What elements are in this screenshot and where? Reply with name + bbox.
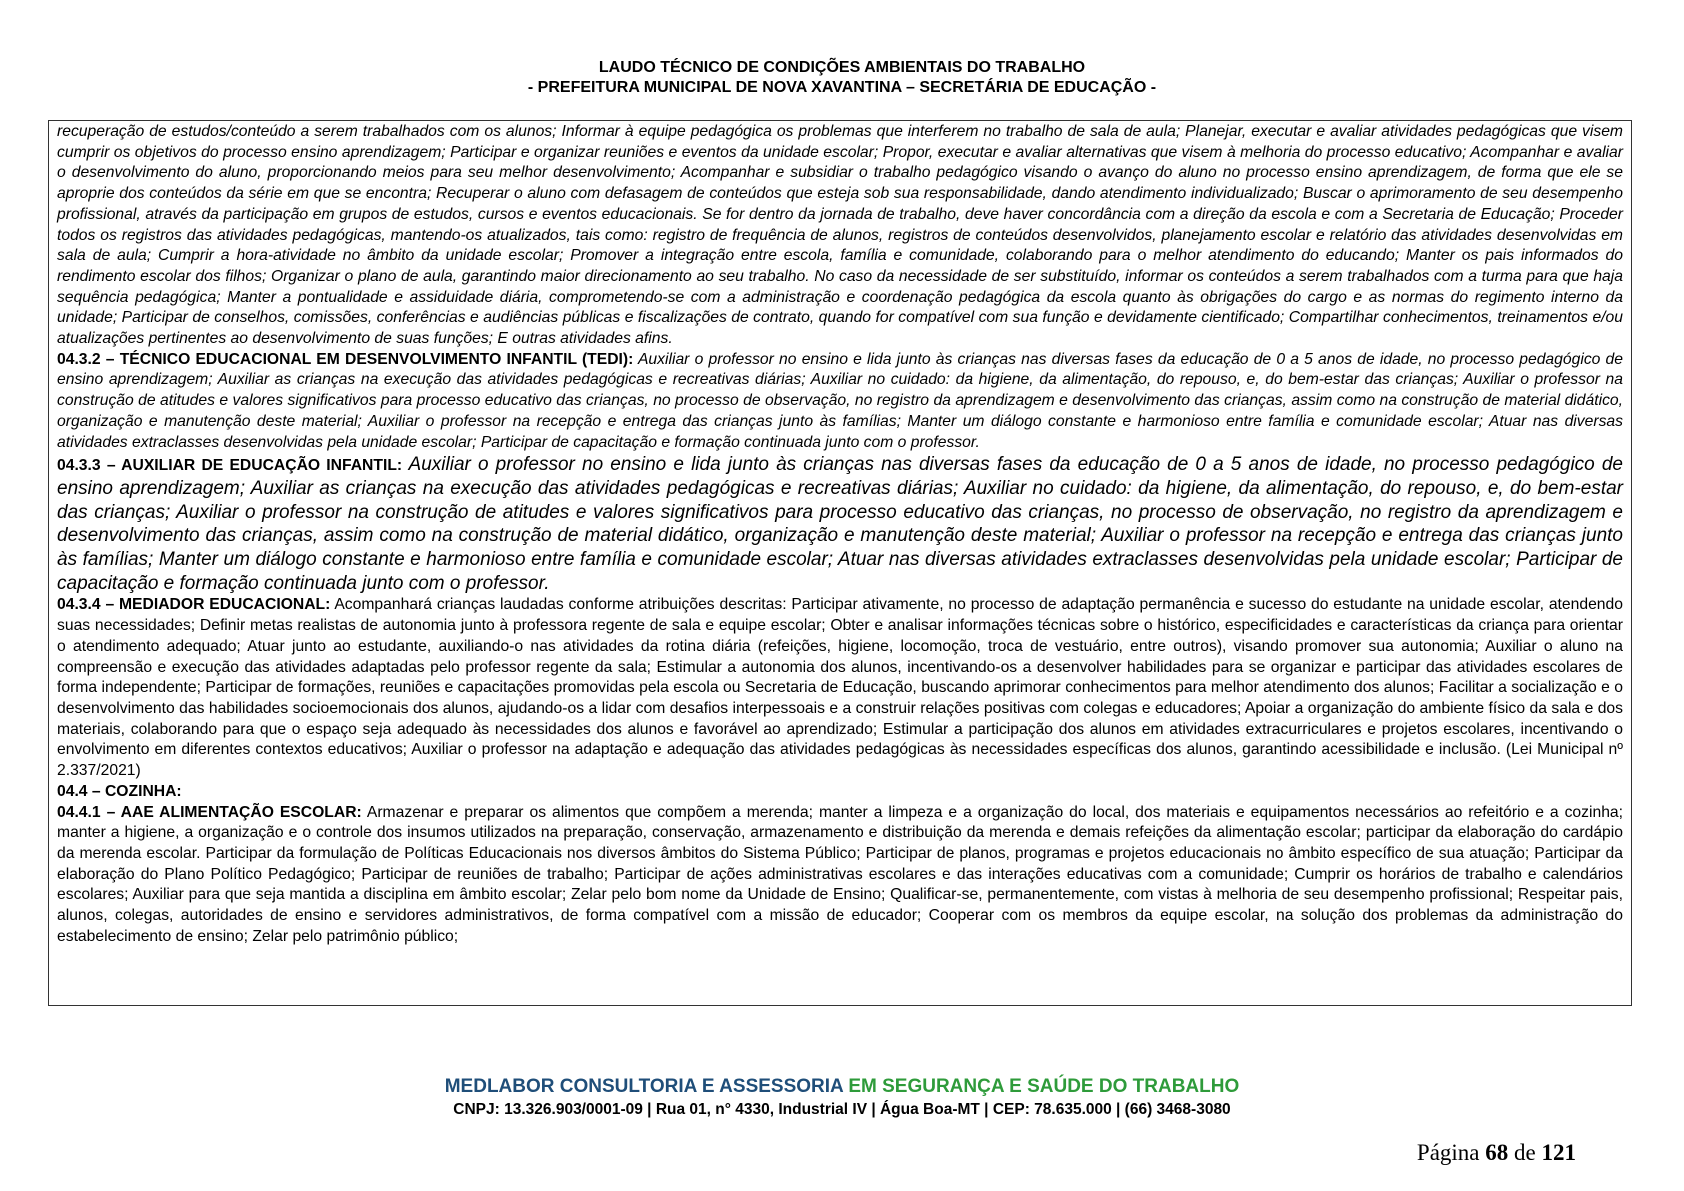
intro-paragraph: recuperação de estudos/conteúdo a serem trabalhados com os alunos; Informar à equipe pedagógica os problemas que interferem no trabalho de sala de aula; Planejar, executar e avaliar atividades pedagógicas que visem cumprir os objetivos do processo ensino aprendizagem; Participar e organizar reuniões e eventos da unidade escolar; Propor, executar e avaliar alternativas que visem à melhoria do processo educativo; Acompanhar e avaliar o desenvolvimento do aluno, proporcionando meios para seu melhor desenvolvimento; Acompanhar e subsidiar o trabalho pedagógico visando o avanço do aluno no processo ensino aprendizagem, de forma que ele se aproprie dos conteúdos da série em que se encontra; Recuperar o aluno com defasagem de conteúdos que esteja sob sua responsabilidade, dando atendimento individualizado; Buscar o aprimoramento de seu desempenho profissional, através da participação em grupos de estudos, cursos e eventos educacionais. Se for dentro da jornada de trabalho, deve haver concordância com a direção da escola e com a Secretaria de Educação; Proceder todos os registros das atividades pedagógicas, mantendo-os atualizados, tais como: registro de frequência de alunos, registros de conteúdos desenvolvidos, planejamento escolar e relatório das atividades desenvolvidas em sala de aula; Cumprir a hora-atividade no âmbito da unidade escolar; Promover a integração entre escola, família e comunidade, colaborando para o melhor atendimento do educando; Manter os pais informados do rendimento escolar dos filhos; Organizar o plano de aula, garantindo maior direcionamento ao seu trabalho. No caso da necessidade de ser substituído, informar os conteúdos a serem trabalhados com a turma para que haja sequência pedagógica; Manter a pontualidade e assiduidade diária, comprometendo-se com a administração e coordenação pedagógica da escola quanto às obrigações do cargo e as normas do regimento interno da unidade; Participar de conselhos, comissões, conferências e audiências públicas e fiscalizações de contrato, quando for compatível com sua função e devidamente cientificado; Compartilhar conhecimentos, treinamentos e/ou atualizações pertinentes ao desenvolvimento de suas funções; E outras atividades afins. [57, 123, 1623, 348]
section-04-3-4 [57, 595, 1623, 781]
section-04-4-1 [57, 803, 1623, 948]
page-current: 68 [1485, 1140, 1509, 1165]
page-number [1417, 1140, 1576, 1166]
page-footer [0, 1075, 1684, 1120]
page-total: 121 [1541, 1140, 1576, 1165]
section-title: 04.4.1 – AAE ALIMENTAÇÃO ESCOLAR: [57, 803, 362, 821]
company-name-part1: MEDLABOR CONSULTORIA E ASSESSORIA [444, 1076, 844, 1097]
section-text: Acompanhará crianças laudadas conforme atribuições descritas: Participar ativamente, no processo de adaptação permanência e sucesso do estudante na unidade escolar, atendendo suas necessidades; Definir metas realistas de autonomia junto à professora regente de sala e equipe escolar; Obter e analisar informações técnicas sobre o histórico, especificidades e características da criança para orientar o atendimento adequado; Atuar junto ao estudante, auxiliando-o nas atividades da rotina diária (refeições, higiene, locomoção, troca de vestuário, entre outros), visando promover sua autonomia; Auxiliar o aluno na compreensão e execução das atividades adaptadas pelo professor regente da sala; Estimular a autonomia dos alunos, incentivando-os a desenvolver habilidades para se organizar e participar das atividades escolares de forma independente; Participar de formações, reuniões e capacitações promovidas pela escola ou Secretaria de Educação, buscando aprimorar conhecimentos para melhor atendimento dos alunos; Facilitar a socialização e o desenvolvimento das habilidades socioemocionais dos alunos, ajudando-os a lidar com desafios interpessoais e a construir relações positivas com colegas e educadores; Apoiar a organização do ambiente físico da sala e dos materiais, colaborando para que o espaço seja adequado às necessidades dos alunos e favorável ao aprendizado; Estimular a participação dos alunos em atividades extracurriculares e projetos escolares, incentivando o envolvimento em diferentes contextos educativos; Auxiliar o professor na adaptação e adequação das atividades pedagógicas às necessidades específicas dos alunos, garantindo acessibilidade e inclusão. (Lei Municipal nº 2.337/2021) [57, 596, 1623, 780]
page-of: de [1514, 1140, 1536, 1165]
document-header [0, 58, 1684, 98]
company-name [0, 1075, 1684, 1099]
section-title: 04.3.3 – AUXILIAR DE EDUCAÇÃO INFANTIL: [57, 457, 403, 475]
page-label: Página [1416, 1140, 1480, 1165]
section-title: 04.3.4 – MEDIADOR EDUCACIONAL: [57, 596, 331, 614]
content-box [48, 120, 1632, 1006]
section-04-3-2 [57, 350, 1623, 454]
section-title: 04.3.2 – TÉCNICO EDUCACIONAL EM DESENVOLVIMENTO INFANTIL (TEDI): [57, 350, 634, 368]
document-title: LAUDO TÉCNICO DE CONDIÇÕES AMBIENTAIS DO TRABALHO [598, 59, 1086, 76]
section-04-3-3 [57, 453, 1623, 595]
section-text: Auxiliar o professor no ensino e lida junto às crianças nas diversas fases da educação de 0 a 5 anos de idade, no processo pedagógico de ensino aprendizagem; Auxiliar as crianças na execução das atividades pedagógicas e recreativas diárias; Auxiliar no cuidado: da higiene, da alimentação, do repouso, e, do bem-estar das crianças; Auxiliar o professor na construção de atitudes e valores significativos para processo educativo das crianças, no processo de observação, no registro da aprendizagem e desenvolvimento das crianças, assim como na construção de material didático, organização e manutenção deste material; Auxiliar o professor na recepção e entrega das crianças junto às famílias; Manter um diálogo constante e harmonioso entre família e comunidade escolar; Atuar nas diversas atividades extraclasses desenvolvidas pela unidade escolar; Participar de capacitação e formação continuada junto com o professor. [57, 350, 1624, 451]
company-address: CNPJ: 13.326.903/0001-09 | Rua 01, n° 4330, Industrial IV | Água Boa-MT | CEP: 78.635.000 | (66) 3468-3080 [453, 1101, 1231, 1118]
section-text: Auxiliar o professor no ensino e lida junto às crianças nas diversas fases da educação de 0 a 5 anos de idade, no processo pedagógico de ensino aprendizagem; Auxiliar as crianças na execução das atividades pedagógicas e recreativas diárias; Auxiliar no cuidado: da higiene, da alimentação, do repouso, e, do bem-estar das crianças; Auxiliar o professor na construção de atitudes e valores significativos para processo educativo das crianças, no processo de observação, no registro da aprendizagem e desenvolvimento das crianças, assim como na construção de material didático, organização e manutenção deste material; Auxiliar o professor na recepção e entrega das crianças junto às famílias; Manter um diálogo constante e harmonioso entre família e comunidade escolar; Atuar nas diversas atividades extraclasses desenvolvidas pela unidade escolar; Participar de capacitação e formação continuada junto com o professor. [57, 454, 1623, 594]
document-subtitle: - PREFEITURA MUNICIPAL DE NOVA XAVANTINA – SECRETÁRIA DE EDUCAÇÃO - [527, 79, 1157, 96]
section-text: Armazenar e preparar os alimentos que compõem a merenda; manter a limpeza e a organização do local, dos materiais e equipamentos necessários ao refeitório e a cozinha; manter a higiene, a organização e o controle dos insumos utilizados na preparação, conservação, armazenamento e distribuição da merenda e demais refeições da alimentação escolar; participar da elaboração do cardápio da merenda escolar. Participar da formulação de Políticas Educacionais nos diversos âmbitos do Sistema Público; Participar de planos, programas e projetos educacionais no âmbito específico de sua atuação; Participar da elaboração do Plano Político Pedagógico; Participar de reuniões de trabalho; Participar de ações administrativas escolares e das interações educativas com a comunidade; Cumprir os horários de trabalho e calendários escolares; Auxiliar para que seja mantida a disciplina em âmbito escolar; Zelar pelo bom nome da Unidade de Ensino; Qualificar-se, permanentemente, com vistas à melhoria de seu desempenho profissional; Respeitar pais, alunos, colegas, autoridades de ensino e servidores administrativos, de forma compatível com a missão de educador; Cooperar com os membros da equipe escolar, na solução dos problemas da administração do estabelecimento de ensino; Zelar pelo patrimônio público; [57, 803, 1624, 945]
section-04-4-title: 04.4 – COZINHA: [57, 782, 182, 800]
company-name-part2: EM SEGURANÇA E SAÚDE DO TRABALHO [843, 1076, 1240, 1097]
